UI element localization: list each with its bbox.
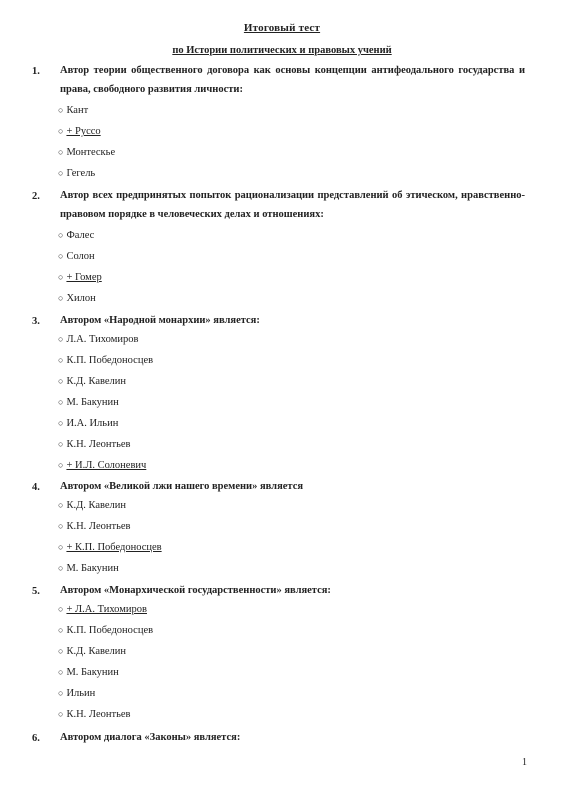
answer-option[interactable] [58,105,88,116]
radio-icon: ○ [58,355,64,365]
option-label: Л.А. Тихомиров [66,334,139,345]
option-label: Ильин [66,688,96,699]
answer-option[interactable] [58,667,119,678]
answer-option[interactable] [58,397,119,408]
answer-option[interactable] [58,293,96,304]
answer-option[interactable] [58,251,95,262]
document-subtitle: по Истории политических и правовых учений [172,45,392,56]
radio-icon: ○ [58,251,64,261]
option-label: + Л.А. Тихомиров [66,604,147,615]
question-number: 6. [32,733,40,744]
question-text: Автор всех предпринятых попыток рационализации представлений об этическом, нравственно-правовом порядке в человеческих делах и отношениях: [60,190,525,220]
answer-option-correct[interactable] [58,542,162,553]
answer-option[interactable] [58,230,94,241]
option-label: Фалес [66,230,95,241]
answer-option[interactable] [58,418,118,429]
answer-option[interactable] [58,376,126,387]
radio-icon: ○ [58,293,64,303]
answer-option[interactable] [58,500,126,511]
radio-icon: ○ [58,604,64,614]
answer-option[interactable] [58,563,119,574]
answer-option-correct[interactable] [58,604,147,615]
radio-icon: ○ [58,334,64,344]
option-label: К.Н. Леонтьев [66,709,131,720]
radio-icon: ○ [58,667,64,677]
radio-icon: ○ [58,126,64,136]
page-number: 1 [522,757,527,768]
option-label: К.П. Победоносцев [66,355,154,366]
question-text: Автором «Монархической государственности» является: [60,585,331,596]
answer-option-correct[interactable] [58,126,101,137]
document-title: Итоговый тест [243,22,321,34]
option-label: Хилон [66,293,96,304]
radio-icon: ○ [58,563,64,573]
option-label: К.Д. Кавелин [66,376,127,387]
radio-icon: ○ [58,439,64,449]
option-label: К.Д. Кавелин [66,646,127,657]
radio-icon: ○ [58,272,64,282]
option-label: К.П. Победоносцев [66,625,154,636]
question-text: Автором «Народной монархии» является: [60,315,260,326]
question-number: 5. [32,586,40,597]
option-label: + Руссо [66,126,101,137]
option-label: + И.Л. Солоневич [66,460,147,471]
radio-icon: ○ [58,521,64,531]
question-text: Автором «Великой лжи нашего времени» является [60,481,304,492]
option-label: Гегель [66,168,96,179]
option-label: К.Н. Леонтьев [66,521,131,532]
option-label: + Гомер [66,272,102,283]
radio-icon: ○ [58,147,64,157]
question-number: 3. [32,316,40,327]
option-label: М. Бакунин [66,667,119,678]
question-number: 4. [32,482,40,493]
radio-icon: ○ [58,460,64,470]
radio-icon: ○ [58,418,64,428]
radio-icon: ○ [58,105,64,115]
answer-option[interactable] [58,646,126,657]
answer-option[interactable] [58,439,130,450]
answer-option[interactable] [58,147,115,158]
option-label: И.А. Ильин [66,418,119,429]
question-number: 1. [32,66,40,77]
answer-option[interactable] [58,334,138,345]
option-label: Солон [66,251,95,262]
radio-icon: ○ [58,688,64,698]
answer-option-correct[interactable] [58,272,102,283]
answer-option[interactable] [58,355,153,366]
option-label: К.Д. Кавелин [66,500,127,511]
question-text: Автором диалога «Законы» является: [60,732,241,743]
answer-option[interactable] [58,688,95,699]
radio-icon: ○ [58,709,64,719]
option-label: М. Бакунин [66,563,119,574]
radio-icon: ○ [58,500,64,510]
radio-icon: ○ [58,230,64,240]
answer-option[interactable] [58,709,130,720]
radio-icon: ○ [58,542,64,552]
answer-option[interactable] [58,521,130,532]
question-number: 2. [32,191,40,202]
radio-icon: ○ [58,376,64,386]
answer-option[interactable] [58,168,95,179]
option-label: Кант [66,105,89,116]
option-label: + К.П. Победоносцев [66,542,162,553]
radio-icon: ○ [58,397,64,407]
answer-option-correct[interactable] [58,460,146,471]
radio-icon: ○ [58,646,64,656]
answer-option[interactable] [58,625,153,636]
option-label: М. Бакунин [66,397,119,408]
radio-icon: ○ [58,168,64,178]
option-label: Монтескье [66,147,116,158]
radio-icon: ○ [58,625,64,635]
option-label: К.Н. Леонтьев [66,439,131,450]
question-text: Автор теории общественного договора как основы концепции антифеодального государства и права, свободного развития личности: [60,65,525,95]
